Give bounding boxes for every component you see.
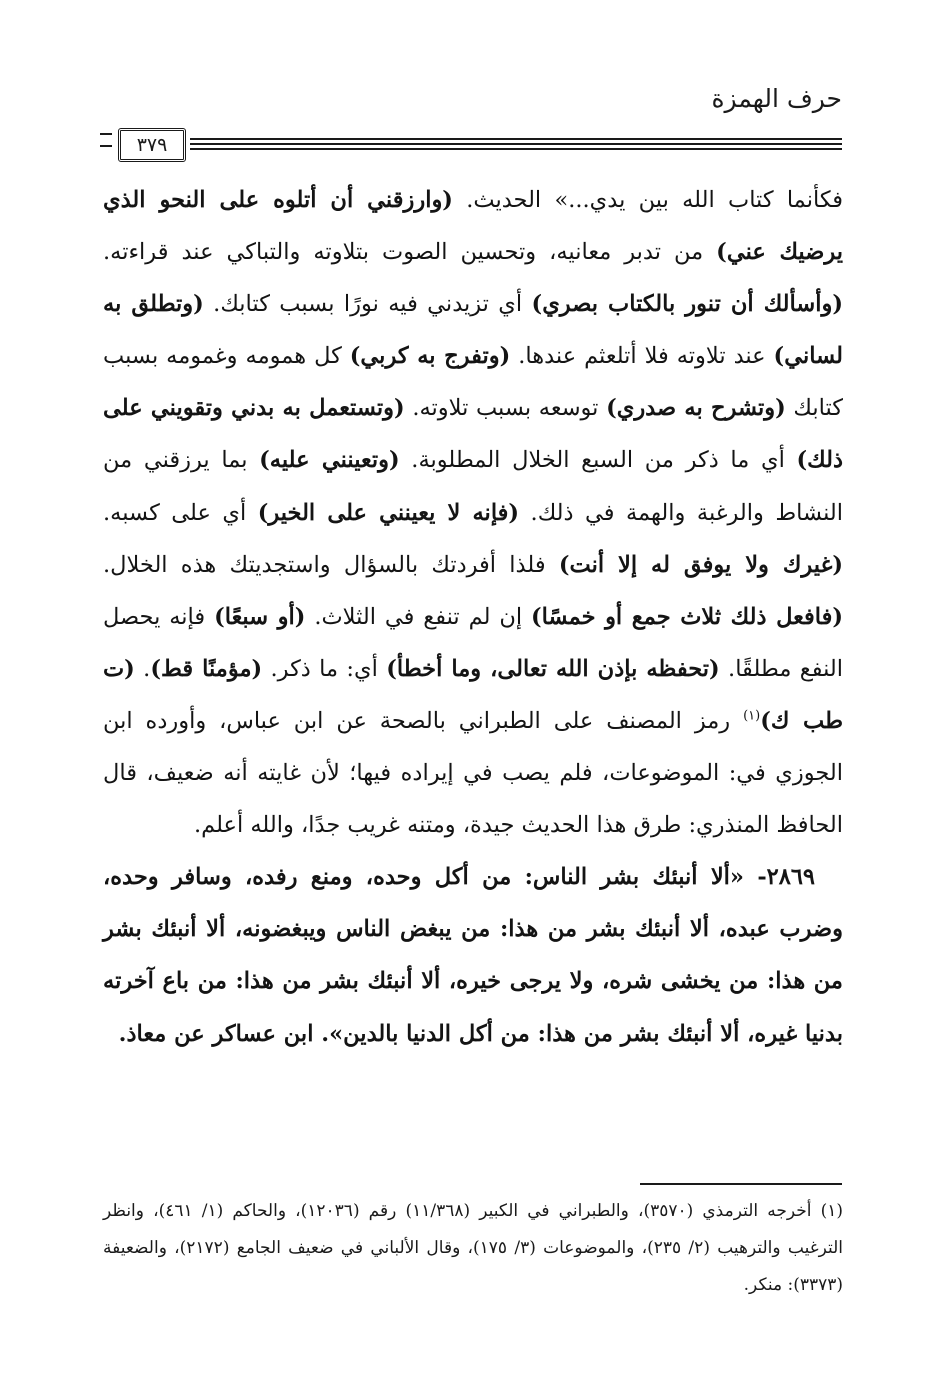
header-rule [100, 128, 842, 162]
bold-phrase: (فافعل ذلك ثلاث جمع أو خمسًا) [531, 603, 844, 630]
commentary-phrase: أي: ما ذكر. [262, 655, 387, 682]
header-rule-line [190, 143, 842, 145]
commentary-phrase: فلذا أفردتك بالسؤال واستجديتك هذه الخلال. [103, 551, 559, 578]
bold-phrase: (وتطلق به لساني) [103, 291, 843, 370]
footnote-reference: (١) [743, 708, 761, 724]
header-rule-ornament [100, 133, 112, 147]
commentary-phrase: من تدبر معانيه، وتحسين الصوت بتلاوته والتباكي عند قراءته. [103, 239, 717, 266]
hadith-text: «ألا أنبئك بشر الناس: من أكل وحده، ومنع رفده، وسافر وحده، وضرب عبده، ألا أنبئك بشر من هذا: من يبغض الناس ويبغضونه، ألا أنبئك بشر من هذا: من يخشى شره، ولا يرجى خيره، ألا أنبئك بشر من هذا: من باع آخرته بدنيا غيره، ألا أنبئك بشر من هذا: من أكل الدنيا بالدين». ابن عساكر عن معاذ. [103, 864, 843, 1047]
footnote-separator [640, 1183, 842, 1185]
commentary-paragraph [103, 174, 843, 851]
page-number: ٣٧٩ [118, 128, 186, 162]
commentary-phrase: فإنه يحصل النفع مطلقًا. [103, 603, 843, 682]
commentary-runs [103, 187, 843, 734]
bold-phrase: (وأسألك أن تنور بالكتاب بصري) [531, 291, 843, 318]
commentary-phrase: عند تلاوته فلا أتلعثم عندها. [510, 343, 774, 370]
bold-phrase: (وتستعمل به بدني وتقويني على ذلك) [103, 395, 844, 474]
commentary-phrase: توسعه بسبب تلاوته. [404, 395, 607, 422]
bold-phrase: (وتفرج به كربي) [349, 343, 511, 370]
commentary-phrase: أي ما ذكر من السبع الخلال المطلوبة. [399, 447, 797, 474]
commentary-phrase: كل همومه وغمومه بسبب كتابك [103, 343, 843, 422]
bold-phrase: (وتعينني عليه) [259, 447, 400, 474]
commentary-phrase: . [134, 655, 151, 682]
bold-phrase: (وتشرح به صدري) [606, 395, 786, 422]
commentary-phrase: بما يرزقني من النشاط والرغبة والهمة في ذلك. [103, 447, 843, 526]
running-head-chapter-title: حرف الهمزة [711, 84, 842, 113]
header-rule-line [190, 138, 842, 140]
commentary-tail: رمز المصنف على الطبراني بالصحة عن ابن عباس، وأورده ابن الجوزي في: الموضوعات، فلم يصب في إيراده فيها؛ لأن غايته أنه ضعيف، قال الحافظ المنذري: طرق هذا الحديث جيدة، ومتنه غريب جدًا، والله أعلم. [103, 707, 843, 839]
commentary-phrase: فكأنما كتاب الله بين يدي...» الحديث. [452, 187, 843, 213]
hadith-paragraph [103, 851, 843, 1059]
bold-phrase: (فإنه لا يعينني على الخير) [257, 499, 520, 526]
bold-phrase: (ت طب ك) [103, 655, 843, 734]
footnote-1: (١) أخرجه الترمذي (٣٥٧٠)، والطبراني في الكبير (١١/٣٦٨) رقم (١٢٠٣٦)، والحاكم (١/ ٤٦١)، وانظر الترغيب والترهيب (٢/ ٢٣٥)، والموضوعات (٣/ ١٧٥)، وقال الألباني في ضعيف الجامع (٢١٧٢)، والضعيفة (٣٣٧٣): منكر. [103, 1201, 843, 1295]
main-text [103, 174, 843, 1060]
commentary-phrase: أي تزيدني فيه نورًا بسبب كتابك. [203, 291, 532, 318]
header-rule-line [190, 148, 842, 150]
bold-phrase: (مؤمنًا قط) [150, 655, 263, 682]
commentary-phrase: أي على كسبه. [103, 499, 258, 526]
hadith-number: ٢٨٦٩- [757, 864, 815, 891]
bold-phrase: (تحفظه بإذن الله تعالى، وما أخطأ) [386, 655, 720, 682]
bold-phrase: (أو سبعًا) [214, 603, 306, 630]
bold-phrase: (وارزقني أن أتلوه على النحو الذي يرضيك عني) [103, 187, 844, 266]
commentary-phrase: إن لم تنفع في الثلاث. [305, 603, 531, 630]
bold-phrase: (غيرك ولا يوفق له إلا أنت) [558, 551, 843, 578]
